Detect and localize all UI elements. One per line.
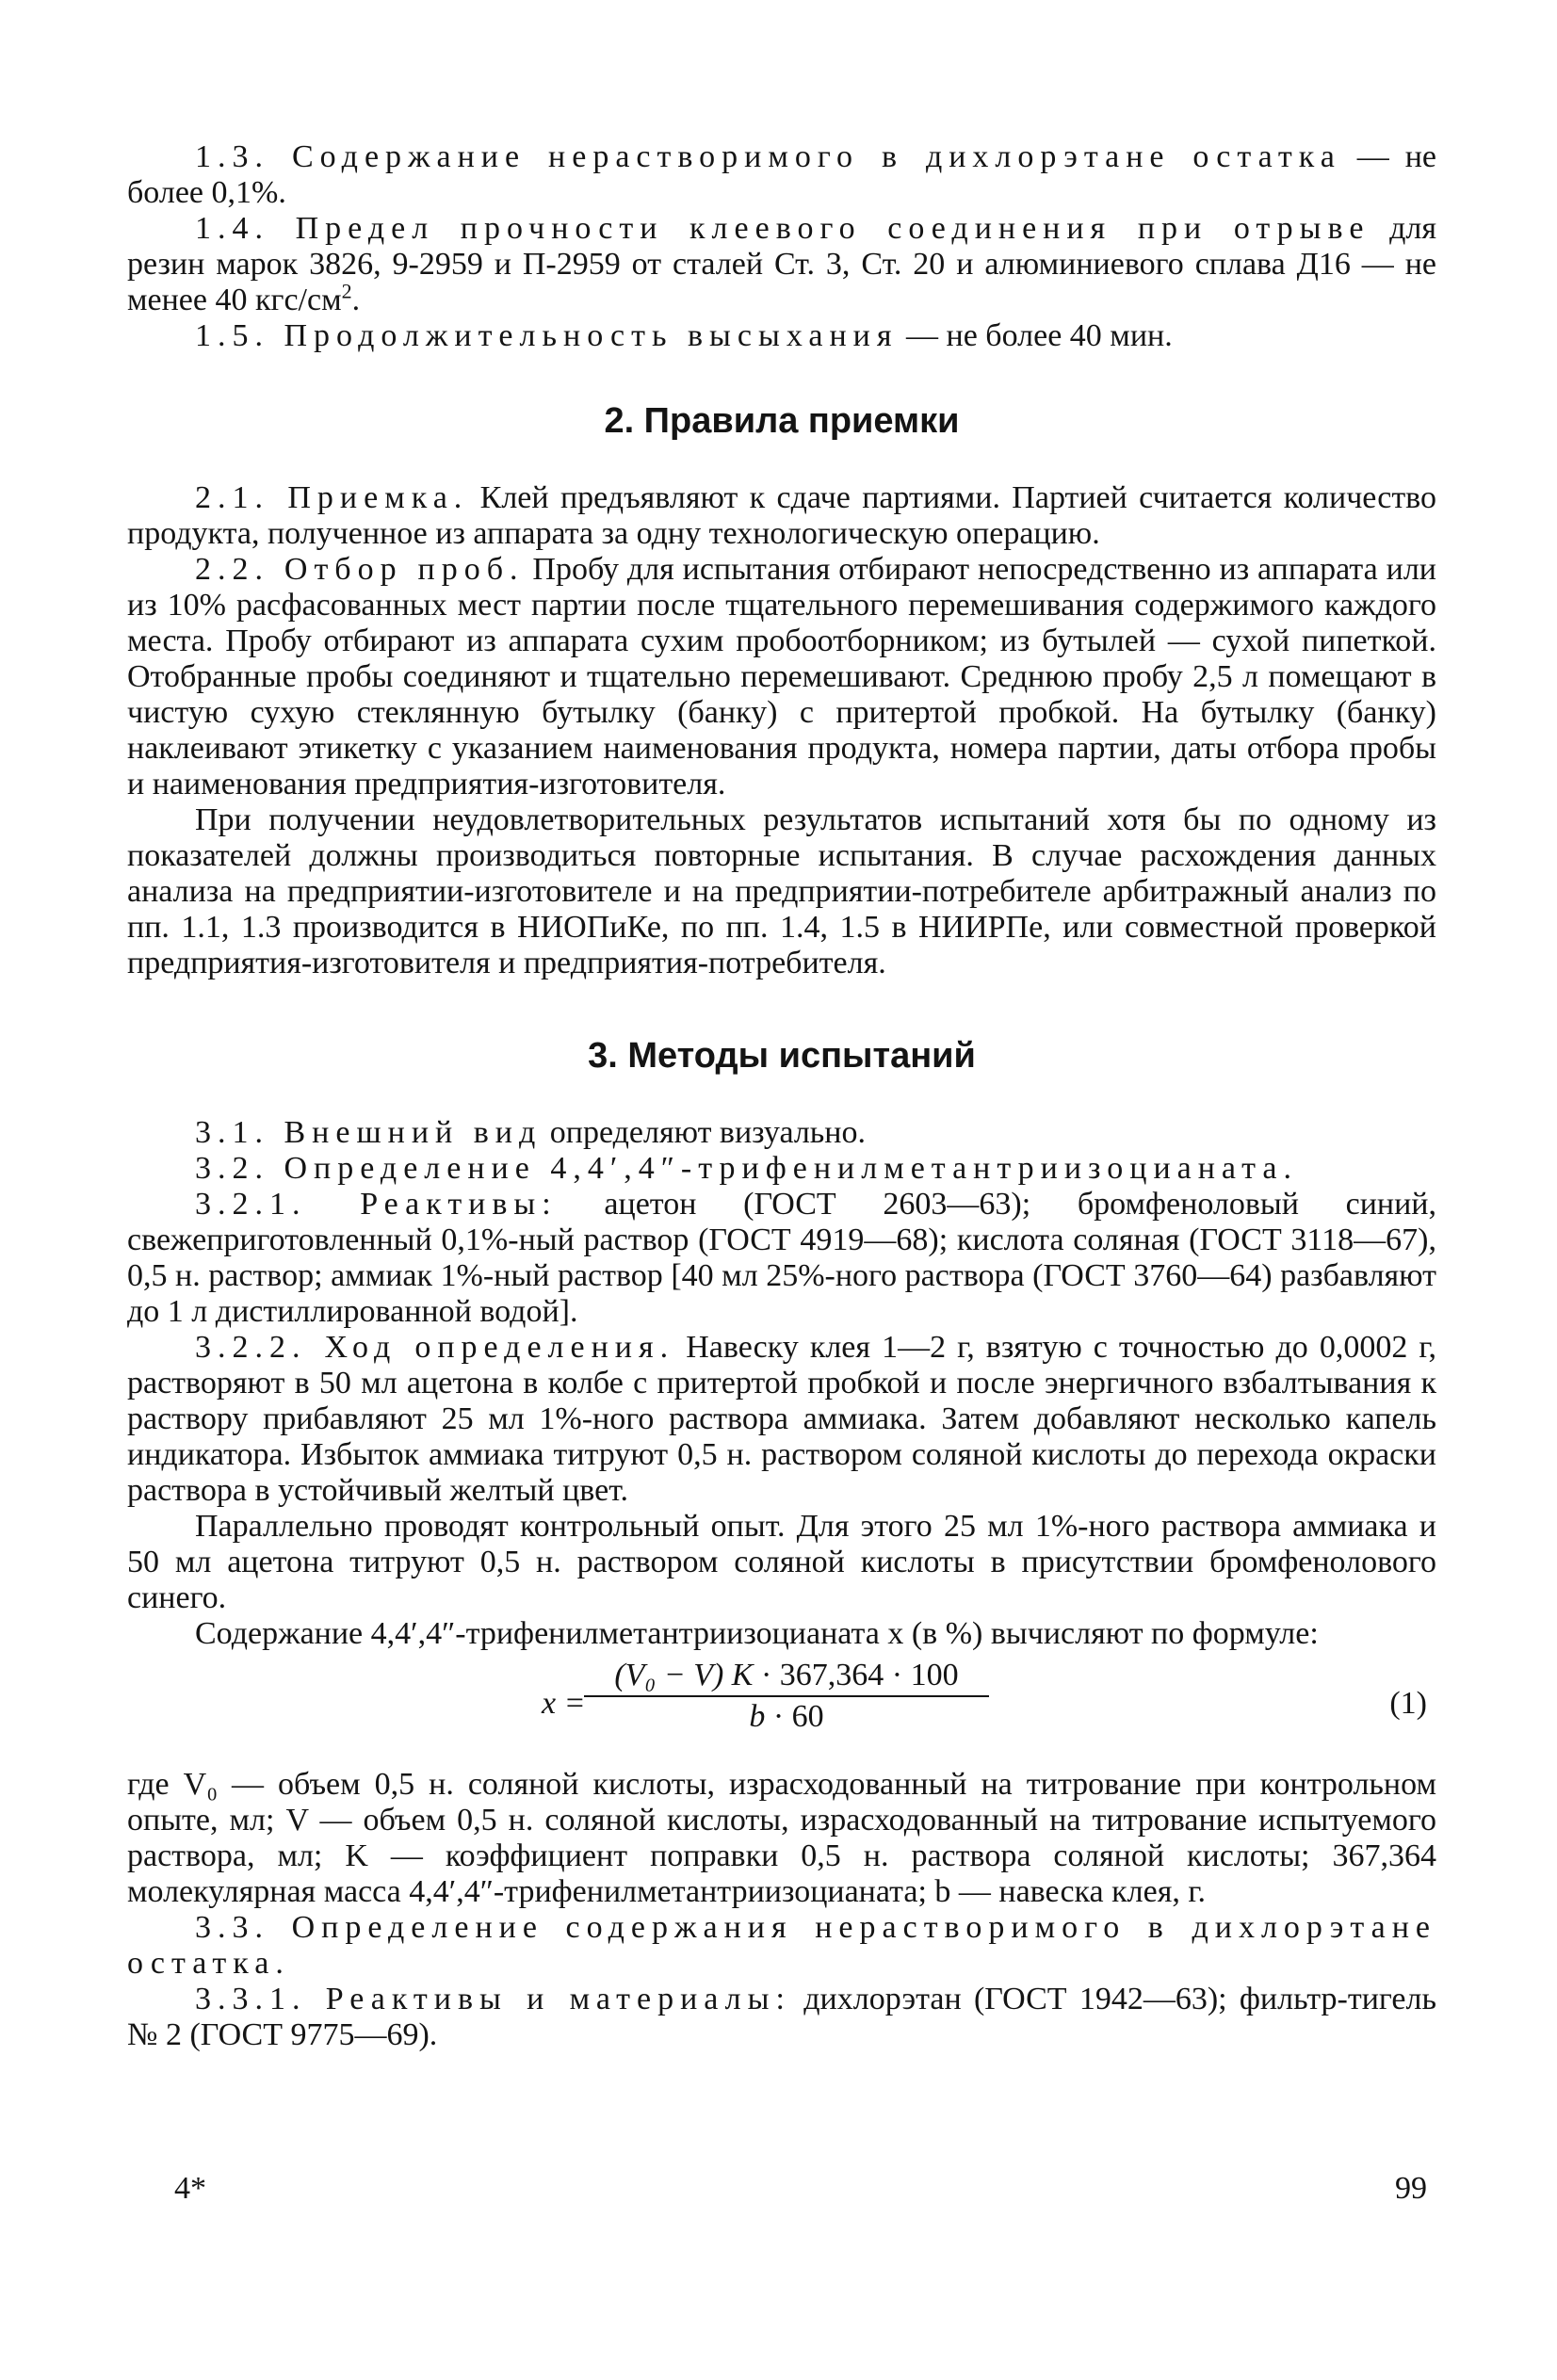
- page-footer: [174, 2171, 1427, 2209]
- section-2-1: 2.1. Приемка. Клей предъявляют к сдаче партиями. Партией считается количество продукта, полученное из аппарата за одну технологическую операцию.: [127, 480, 1437, 551]
- formula-1: [127, 1658, 1436, 1748]
- paragraph-content-formula-intro: Содержание 4,4′,4″-трифенилметантриизоцианата x (в %) вычисляют по формуле:: [195, 1616, 1319, 1651]
- formula-numerator: (V₀ − V) K · 367,364 · 100: [584, 1658, 989, 1697]
- section-1-3: 1.3. Содержание нерастворимого в дихлорэтане остатка — не более 0,1%.: [127, 139, 1436, 210]
- section-3-3: [127, 1910, 1436, 1982]
- section-1-4: 1.4. Предел прочности клеевого соединения при отрыве для резин марок 3826, 9-2959 и П-2959 от сталей Ст. 3, Ст. 20 и алюминиевого сплава Д16 — не менее 40 кгс/$см^2$.: [127, 211, 1436, 317]
- section-head: 2.1. Приемка.: [195, 480, 469, 515]
- formula-lhs: x =: [542, 1686, 586, 1721]
- paragraph-repeat-tests: При получении неудовлетворительных результатов испытаний хотя бы по одному из показателей должны производиться повторные испытания. В случае расхождения данных анализа на предприятии-изготовителе и на предприятии-потребителе арбитражный анализ по пп. 1.1, 1.3 производится в НИОПиКе, по пп. 1.4, 1.5 в НИИРПе, или совместной проверкой предприятия-изготовителя и предприятия-потребителя.: [127, 802, 1436, 980]
- section-head: 3.3. Определение содержания нерастворимого в дихлорэтане остатка.: [127, 1910, 1436, 1981]
- section-head: 3.1. Внешний вид: [195, 1115, 543, 1150]
- formula-fraction: [584, 1658, 989, 1735]
- section-head: 2.2. Отбор проб.: [195, 552, 525, 587]
- section-3-1: 3.1. Внешний вид определяют визуально.: [195, 1115, 866, 1150]
- section-head: 3.3.1. Реактивы и материалы:: [195, 1982, 791, 2016]
- section-head: 1.4. Предел прочности клеевого соединения при отрыве: [195, 211, 1370, 246]
- section-1-5: 1.5. Продолжительность высыхания — не более 40 мин.: [195, 318, 1173, 353]
- section-3-3-1: 3.3.1. Реактивы и материалы: дихлорэтан (ГОСТ 1942—63); фильтр-тигель № 2 (ГОСТ 9775—69).: [127, 1982, 1436, 2052]
- section-head: 1.5. Продолжительность высыхания: [195, 318, 899, 353]
- section-3-2-2: 3.2.2. Ход определения. Навеску клея 1—2 г, взятую с точностью до 0,0002 г, растворяют в 50 мл ацетона в колбе с притертой пробкой и после энергичного взбалтывания к раствору прибавляют 25 мл 1%-ного раствора аммиака. Затем добавляют несколько капель индикатора. Избыток аммиака титруют 0,5 н. раствором соляной кислоты до перехода окраски раствора в устойчивый желтый цвет.: [127, 1330, 1437, 1508]
- section-heading-3: 3. Методы испытаний: [588, 1036, 976, 1076]
- text-column: [127, 139, 1436, 2053]
- formula-number: (1): [1389, 1686, 1427, 1721]
- signature-mark: 4*: [174, 2171, 206, 2206]
- paragraph-where: где V₀ — объем 0,5 н. соляной кислоты, израсходованный на титрование при контрольном опыте, мл; V — объем 0,5 н. соляной кислоты, израсходованный на титрование испытуемого раствора, мл; K — коэффициент поправки 0,5 н. раствора соляной кислоты; 367,364 молекулярная масса 4,4′,4″-трифенилметантриизоцианата; b — навеска клея, г.: [127, 1767, 1436, 1909]
- section-head: 1.3. Содержание нерастворимого в дихлорэтане остатка: [195, 139, 1341, 174]
- formula-denominator: b · 60: [749, 1699, 824, 1734]
- section-heading-2: 2. Правила приемки: [604, 401, 960, 441]
- section-2-2: 2.2. Отбор проб. Пробу для испытания отбирают непосредственно из аппарата или из 10% расфасованных мест партии после тщательного перемешивания содержимого каждого места. Пробу отбирают из аппарата сухим пробоотборником; из бутылей — сухой пипеткой. Отобранные пробы соединяют и тщательно перемешивают. Среднюю пробу 2,5 л помещают в чистую сухую стеклянную бутылку (банку) с притертой пробкой. На бутылку (банку) наклеивают этикетку с указанием наименования продукта, номера партии, даты отбора пробы и наименования предприятия-изготовителя.: [127, 552, 1436, 801]
- section-3-2-1: 3.2.1. Реактивы: ацетон (ГОСТ 2603—63); бромфеноловый синий, свежеприготовленный 0,1%-ный раствор (ГОСТ 4919—68); кислота соляная (ГОСТ 3118—67), 0,5 н. раствор; аммиак 1%-ный раствор [40 мл 25%-ного раствора (ГОСТ 3760—64) разбавляют до 1 л дистиллированной водой].: [127, 1187, 1437, 1329]
- section-3-2: [127, 1151, 1436, 1187]
- paragraph-control-test: Параллельно проводят контрольный опыт. Для этого 25 мл 1%-ного раствора аммиака и 50 мл ацетона титруют 0,5 н. раствором соляной кислоты в присутствии бромфенолового синего.: [127, 1509, 1436, 1615]
- section-head: 3.2. Определение 4,4′,4″-трифенилметантриизоцианата.: [195, 1151, 1299, 1186]
- section-head: 3.2.1. Реактивы:: [195, 1187, 558, 1222]
- section-head: 3.2.2. Ход определения.: [195, 1330, 675, 1365]
- page-number: 99: [1395, 2171, 1427, 2206]
